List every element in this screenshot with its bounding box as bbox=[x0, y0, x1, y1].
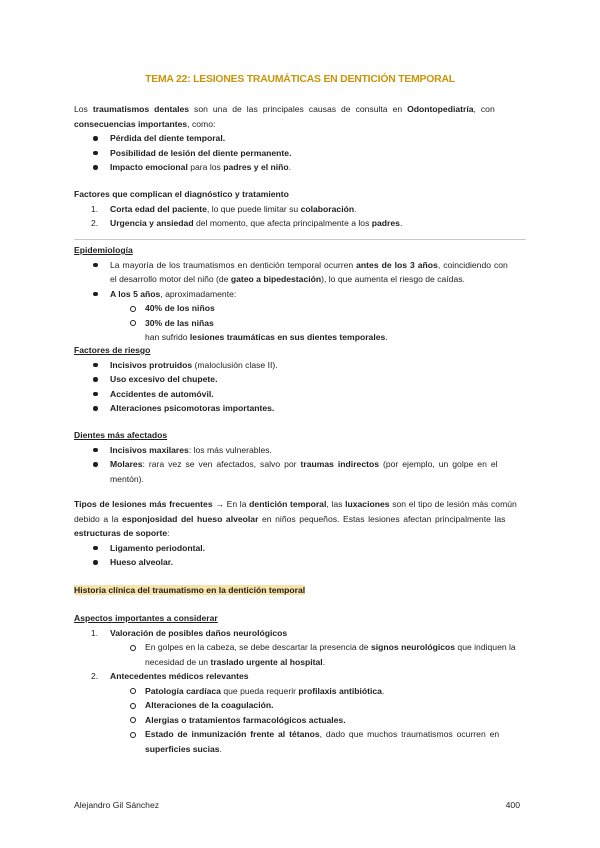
text: estructuras de soporte bbox=[74, 528, 168, 538]
page-title: TEMA 22: LESIONES TRAUMÁTICAS EN DENTICIÓN TEMPORAL bbox=[145, 74, 455, 85]
text: Tipos de lesiones más frecuentes bbox=[74, 499, 213, 509]
divider bbox=[74, 239, 526, 240]
sub-list-item: En golpes en la cabeza, se debe descartar la presencia de signos neurológicos que indiquen la bbox=[74, 640, 528, 655]
text: En la bbox=[226, 499, 250, 509]
section-heading: Dientes más afectados bbox=[74, 430, 168, 440]
list-item: 2. Urgencia y ansiedad del momento, que afecta principalmente a los padres. bbox=[91, 218, 403, 228]
sub-list-item: 40% de los niños bbox=[74, 301, 528, 316]
text: son una de las principales causas de consulta en bbox=[189, 104, 408, 114]
text: luxaciones bbox=[345, 499, 390, 509]
section-heading: Factores que complican el diagnóstico y tratamiento bbox=[74, 189, 289, 199]
list-item: Molares: rara vez se ven afectados, salvo por traumas indirectos (por ejemplo, un golpe en el bbox=[74, 457, 528, 472]
text: : bbox=[167, 528, 170, 538]
page-number: 400 bbox=[505, 800, 520, 810]
list-item: Posibilidad de lesión del diente permanente. bbox=[74, 146, 528, 161]
sub-list-item: 30% de las niñas bbox=[74, 316, 528, 331]
text: . bbox=[219, 743, 222, 754]
text: lesiones traumáticas en sus dientes temporales bbox=[189, 332, 386, 342]
intro-paragraph bbox=[74, 102, 528, 175]
list-item: Ligamento periodontal. bbox=[74, 541, 528, 556]
tipos-section bbox=[74, 497, 528, 570]
text: en niños pequeños. Estas lesiones afectan principalmente las bbox=[258, 513, 506, 524]
text: han sufrido bbox=[145, 332, 190, 342]
text: , con bbox=[473, 104, 495, 114]
text: superficies sucias bbox=[145, 743, 220, 754]
text: , las bbox=[326, 499, 346, 509]
section-heading: Aspectos importantes a considerar bbox=[74, 613, 218, 623]
list-item: Hueso alveolar. bbox=[74, 555, 528, 570]
list-item: Incisivos protruidos (maloclusión clase II). bbox=[74, 358, 528, 373]
list-item: Alteraciones psicomotoras importantes. bbox=[74, 401, 528, 416]
arrow-icon: → bbox=[212, 499, 227, 509]
text: ), lo que aumenta el riesgo de caídas. bbox=[321, 274, 465, 284]
aspectos-section bbox=[74, 611, 528, 756]
text: traumatismos dentales bbox=[92, 104, 190, 114]
sub-list-item: Alteraciones de la coagulación. bbox=[74, 698, 528, 713]
list-item: 2. Antecedentes médicos relevantes bbox=[91, 671, 249, 681]
text: , como: bbox=[187, 118, 216, 129]
sub-list-item: Estado de inmunización frente al tétanos, dado que muchos traumatismos ocurren en bbox=[74, 727, 528, 742]
text: debido a la bbox=[74, 513, 123, 524]
factores-section bbox=[74, 187, 528, 231]
text: necesidad de un bbox=[145, 656, 211, 667]
list-item: Incisivos maxilares: los más vulnerables. bbox=[74, 443, 528, 458]
text: esponjosidad del hueso alveolar bbox=[122, 513, 259, 524]
text: el desarrollo motor del niño (de bbox=[110, 274, 231, 284]
text: traslado urgente al hospital bbox=[210, 656, 323, 667]
text: . bbox=[385, 332, 388, 342]
historia-heading bbox=[74, 583, 528, 598]
text: mentón). bbox=[110, 473, 144, 484]
epidemiologia-section bbox=[74, 243, 528, 345]
list-item: Impacto emocional para los padres y el niño. bbox=[74, 160, 528, 175]
list-item: 1. Valoración de posibles daños neurológicos bbox=[91, 627, 288, 638]
text: gateo a bipedestación bbox=[230, 274, 322, 284]
list-item: Accidentes de automóvil. bbox=[74, 387, 528, 402]
list-item: 1. Corta edad del paciente, lo que puede limitar su colaboración. bbox=[91, 203, 357, 214]
sub-list-item: Patología cardíaca que pueda requerir profilaxis antibiótica. bbox=[74, 684, 528, 699]
section-heading: Epidemiología bbox=[74, 245, 133, 255]
list-item: Pérdida del diente temporal. bbox=[74, 131, 528, 146]
riesgo-section bbox=[74, 343, 528, 416]
list-item: Uso excesivo del chupete. bbox=[74, 372, 528, 387]
text: consecuencias importantes bbox=[74, 118, 188, 129]
text: dentición temporal bbox=[249, 499, 327, 509]
section-heading: Factores de riesgo bbox=[74, 345, 151, 355]
highlighted-heading: Historia clínica del traumatismo en la dentición temporal bbox=[74, 585, 306, 595]
footer-author: Alejandro Gil Sánchez bbox=[74, 800, 160, 810]
list-item: La mayoría de los traumatismos en dentición temporal ocurren antes de los 3 años, coincidiendo con bbox=[74, 258, 528, 273]
text: Los bbox=[74, 104, 93, 114]
text: Odontopediatría bbox=[407, 104, 474, 114]
text: . bbox=[322, 656, 326, 667]
sub-list-item: Alergias o tratamientos farmacológicos actuales. bbox=[74, 713, 528, 728]
dientes-section bbox=[74, 428, 528, 486]
text: son el tipo de lesión más común bbox=[389, 499, 517, 509]
list-item: A los 5 años, aproximadamente: bbox=[74, 287, 528, 302]
